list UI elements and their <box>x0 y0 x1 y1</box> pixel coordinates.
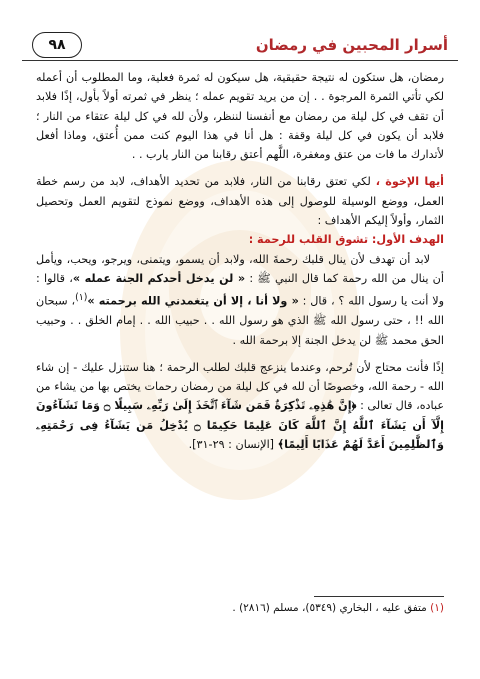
paragraph-text: إذًا فأنت محتاج لأن تُرحم، وعندما ينزعج قلبك لطلب الرحمة ؛ هنا ستنزل عليك - إن شاء الله - رحمة الله، وخصوصًا أن لله في كل ليلة من رمضان رحمات يختص بها من يشاء من عباده، قال تعالى : <box>36 360 444 413</box>
hadith-quote: « لن يدخل أحدكم الجنة عمله » <box>72 271 246 285</box>
verse-reference: [الإنسان : ٢٩-٣١]. <box>188 438 278 452</box>
paragraph <box>36 358 444 454</box>
paragraph-text: لابد أن تهدف لأن ينال قلبك رحمةَ الله، ولابد أن يسمو، ويتمنى، ويرجو، ويحب، ويأمل أن ينال من الله رحمة كما قال النبي ﷺ : <box>36 252 444 285</box>
hadith-quote: « ولا أنا ، إلا أن يتغمدني الله برحمته » <box>87 295 299 308</box>
quran-verse: ﴿إِنَّ هَٰذِهِۦ تَذْكِرَةٌ فَمَن شَآءَ ٱتَّخَذَ إِلَىٰ رَبِّهِۦ سَبِيلًا ۝ وَمَا تَشَآءُونَ إِلَّآ أَن يَشَآءَ ٱللَّهُ إِنَّ ٱللَّهَ كَانَ عَلِيمًا حَكِيمًا ۝ يُدْخِلُ مَن يَشَآءُ فِى رَحْمَتِهِۦ وَٱلظَّٰلِمِينَ أَعَدَّ لَهُمْ عَذَابًا أَلِيمًا﴾ <box>36 399 445 452</box>
footnote-marker: (١) <box>75 292 88 304</box>
address-phrase: أيها الإخوة ، <box>375 175 444 189</box>
footnote-number: (١) <box>430 602 444 614</box>
book-title: أسرار المحبين في رمضان <box>255 36 448 54</box>
paragraph <box>36 172 444 230</box>
footnote-divider <box>314 596 444 597</box>
paragraph <box>36 250 444 350</box>
paragraph-text: ، سبحان الله !! ، حتى رسول الله ﷺ الذي هو رسول الله . . حبيب الله . . إمام الخلق . . وحبيب الحق محمد ﷺ لن يدخل الجنة إلا برحمة الله . <box>36 295 444 347</box>
paragraph-text: لكي تعتق رقابنا من النار، فلابد من تحديد الأهداف، لابد من رسم خطة العمل، ووضع الوسيلة للوصول إلى هذه الأهداف، ووضع نموذج لتقويم العمل وتحصيل الثمار، وأولاً إليكم الأهداف : <box>36 175 444 228</box>
section-heading: الهدف الأول: تشوق القلب للرحمة : <box>248 233 444 247</box>
main-text <box>36 68 444 454</box>
page-header <box>22 32 458 60</box>
footnote-text: متفق عليه ، البخاري (٥٣٤٩)، مسلم (٢٨١٦) . <box>232 602 431 614</box>
page-number: ٩٨ <box>32 32 82 58</box>
paragraph: رمضان، هل ستكون له نتيجة حقيقية، هل سيكون له ثمرة فعلية، وما المطلوب أن أعمله لكي تأتي الثمرة المرجوة . . إن من يريد تقويم عمله ؛ ينظر في ثمرته أولاً بأول، إذًا فلابد أن تقف في كل ليلة من رمضان مع أنفسنا لننظر، ولأن لله في كل ليلة عتقاء من النار ؛ فلابد أن يكون في كل ليلة وقفة : هل أنا في هذا اليوم كنت ممن أُعتق، وماذا أفعل لأتدارك ما فات من عتق ومغفرة، اللَّهم أعتق رقابنا من النار يارب . . <box>36 71 444 162</box>
paragraph-text: ، قالوا : ولا أنت يا رسول الله ؟ ، قال : <box>36 271 445 308</box>
header-divider <box>22 60 458 61</box>
footnote <box>36 602 444 614</box>
